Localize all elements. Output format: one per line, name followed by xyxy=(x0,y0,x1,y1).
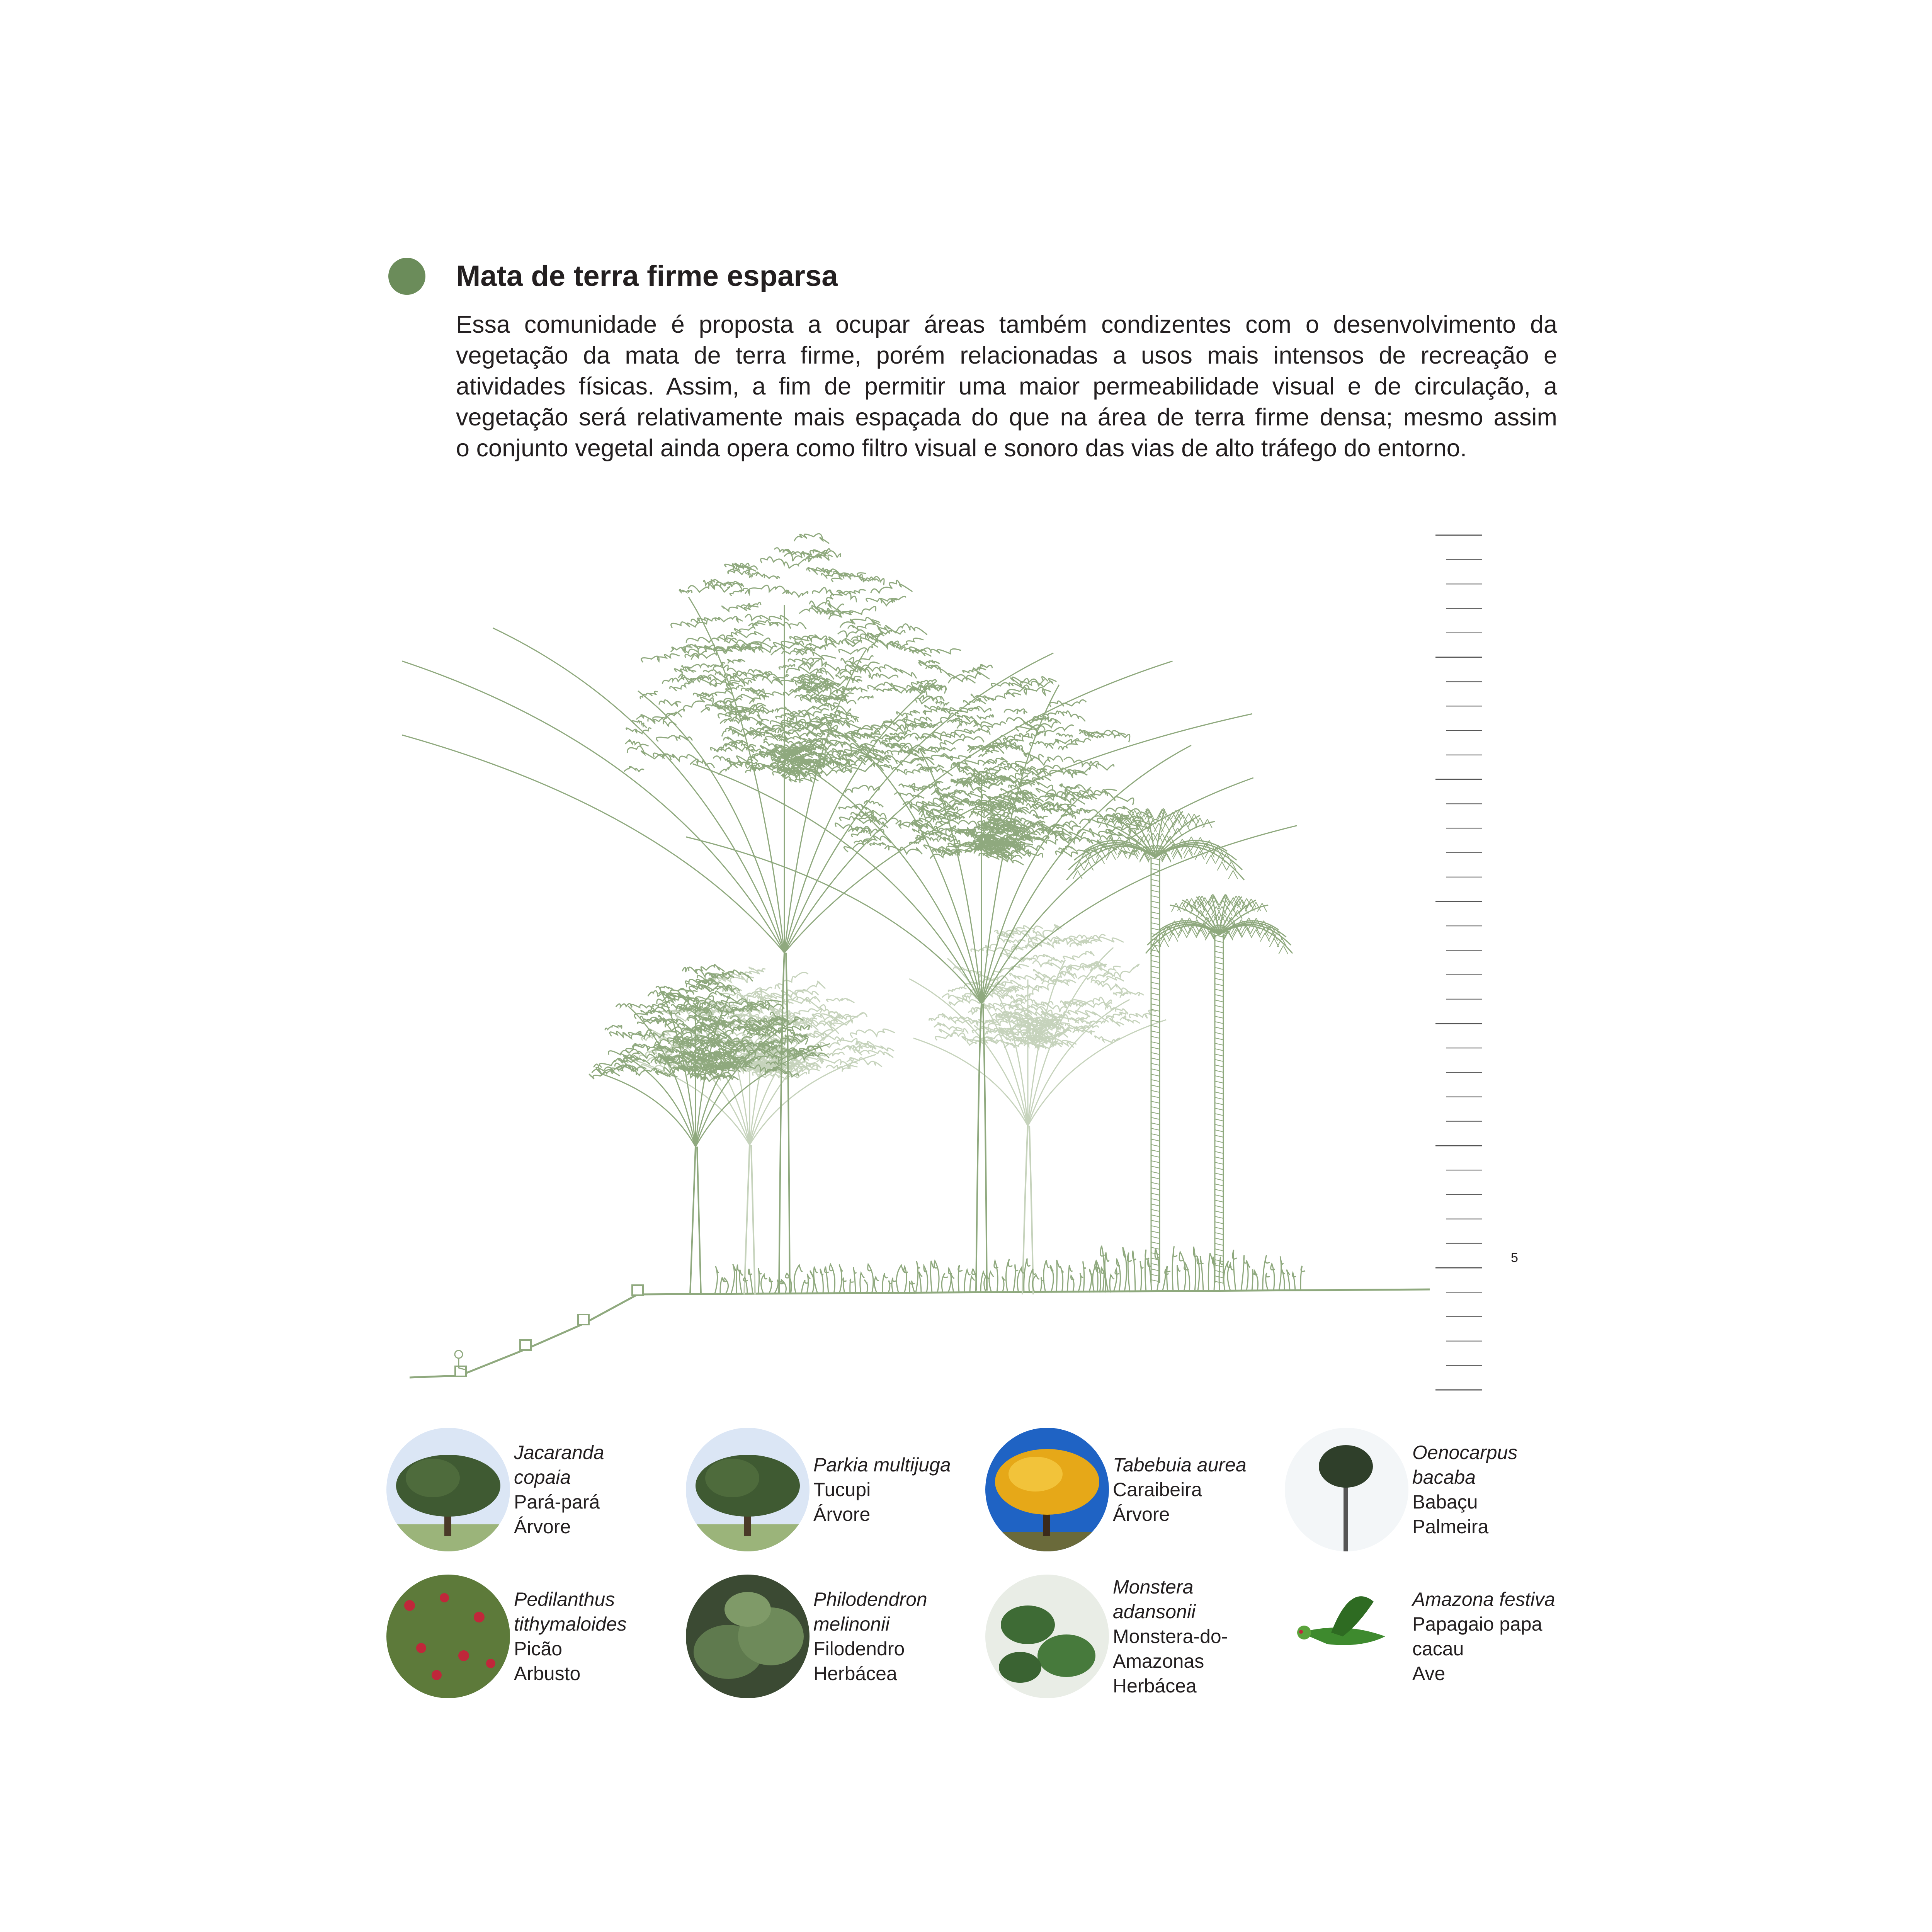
species-type: Árvore xyxy=(514,1516,571,1537)
tree-illustration xyxy=(909,925,1166,1294)
description-line: atividades físicas. Assim, a fim de permitir uma maior permeabilidade visual e de circulação, a xyxy=(456,373,1557,400)
species-text xyxy=(514,1587,627,1686)
scientific-name: bacaba xyxy=(1412,1466,1476,1488)
vegetation-section-drawing xyxy=(402,526,1546,1399)
page-title: Mata de terra firme esparsa xyxy=(456,260,838,293)
species-card xyxy=(985,1428,1264,1559)
scale-label: 5 xyxy=(1511,1250,1518,1265)
species-card xyxy=(686,1428,964,1559)
scientific-name: copaia xyxy=(514,1466,571,1488)
leaf-photo-icon xyxy=(686,1575,810,1698)
person-figure-icon xyxy=(455,1350,463,1358)
red-flower-shrub-photo-icon xyxy=(386,1575,510,1698)
species-card xyxy=(1285,1575,1563,1706)
scientific-name: Tabebuia aurea xyxy=(1113,1454,1247,1476)
species-type: Ave xyxy=(1412,1663,1446,1684)
species-type: Árvore xyxy=(813,1503,871,1525)
description-line: Essa comunidade é proposta a ocupar áreas também condizentes com o desenvolvimento da xyxy=(456,311,1557,338)
common-name: Papagaio papa xyxy=(1412,1613,1543,1635)
common-name: Tucupi xyxy=(813,1479,871,1500)
common-name: Picão xyxy=(514,1638,563,1660)
common-name: Amazonas xyxy=(1113,1650,1204,1672)
common-name: Pará-pará xyxy=(514,1491,600,1513)
species-type: Palmeira xyxy=(1412,1516,1489,1537)
section-bullet-icon xyxy=(388,258,425,295)
tree-photo-icon xyxy=(386,1428,510,1551)
species-card xyxy=(386,1428,665,1559)
species-text xyxy=(1412,1440,1517,1539)
description-line: vegetação da mata de terra firme, porém relacionadas a usos mais intensos de recreação e xyxy=(456,342,1557,369)
understory-shrubs xyxy=(1096,1246,1197,1292)
scientific-name: Amazona festiva xyxy=(1412,1588,1555,1610)
species-type: Árvore xyxy=(1113,1503,1170,1525)
description-line: o conjunto vegetal ainda opera como filtro visual e sonoro das vias de alto tráfego do entorno. xyxy=(456,435,1467,462)
scientific-name: Monstera xyxy=(1113,1576,1194,1598)
species-text xyxy=(813,1587,927,1686)
palm-tree-illustration xyxy=(1146,895,1293,1283)
tree-illustration xyxy=(402,534,1252,1294)
scientific-name: adansonii xyxy=(1113,1601,1196,1622)
description xyxy=(456,309,1557,464)
step-marker xyxy=(632,1285,643,1295)
species-text xyxy=(1412,1587,1555,1686)
scientific-name: Philodendron xyxy=(813,1588,927,1610)
scientific-name: Jacaranda xyxy=(514,1442,604,1463)
tree-photo-icon xyxy=(686,1428,810,1551)
species-type: Herbácea xyxy=(1113,1675,1197,1697)
common-name: Monstera-do- xyxy=(1113,1626,1228,1647)
species-text xyxy=(813,1452,951,1527)
species-card xyxy=(386,1575,665,1706)
species-type: Herbácea xyxy=(813,1663,897,1684)
monstera-leaf-photo-icon xyxy=(985,1575,1109,1698)
common-name: Caraibeira xyxy=(1113,1479,1202,1500)
understory-shrubs xyxy=(916,1259,1114,1293)
scientific-name: Oenocarpus xyxy=(1412,1442,1518,1463)
step-marker xyxy=(578,1315,589,1325)
species-card xyxy=(985,1575,1264,1706)
palm-photo-icon xyxy=(1285,1428,1408,1551)
parrot-photo-icon xyxy=(1285,1575,1408,1698)
tree-illustration xyxy=(629,967,895,1294)
species-card xyxy=(686,1575,964,1706)
species-type: Arbusto xyxy=(514,1663,581,1684)
understory-shrubs xyxy=(1197,1250,1305,1291)
ground-line xyxy=(410,1289,1430,1378)
species-card xyxy=(1285,1428,1563,1559)
scientific-name: Pedilanthus xyxy=(514,1588,615,1610)
common-name: Babaçu xyxy=(1412,1491,1478,1513)
species-text xyxy=(514,1440,604,1539)
description-line: vegetação será relativamente mais espaçada do que na área de terra firme densa; mesmo assim xyxy=(456,404,1557,431)
scientific-name: tithymaloides xyxy=(514,1613,627,1635)
species-text xyxy=(1113,1575,1228,1698)
scientific-name: melinonii xyxy=(813,1613,890,1635)
yellow-flowering-tree-photo-icon xyxy=(985,1428,1109,1551)
common-name: Filodendro xyxy=(813,1638,905,1660)
common-name: cacau xyxy=(1412,1638,1464,1660)
step-marker xyxy=(520,1340,531,1350)
species-text xyxy=(1113,1452,1247,1527)
scientific-name: Parkia multijuga xyxy=(813,1454,951,1476)
